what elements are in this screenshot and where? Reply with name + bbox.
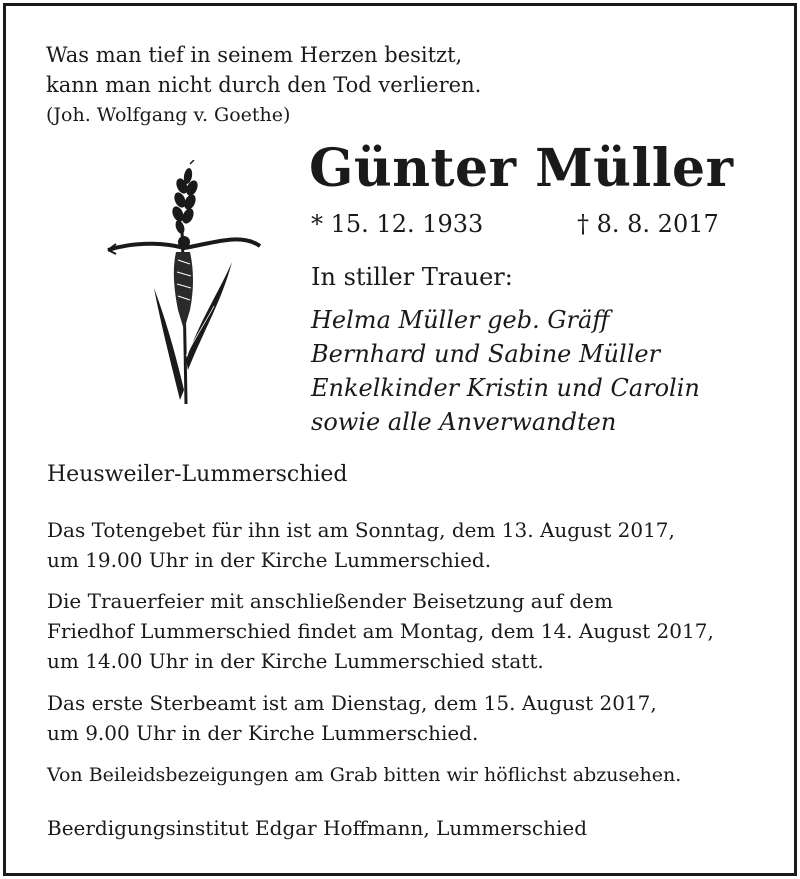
quote-line-1: Was man tief in seinem Herzen besitzt, xyxy=(46,43,463,67)
wheat-cross-icon xyxy=(100,160,270,410)
death-date: † 8. 8. 2017 xyxy=(577,210,719,238)
paragraph-line: Die Trauerfeier mit anschließender Beisetzung auf dem xyxy=(47,589,613,613)
quote-author: (Joh. Wolfgang v. Goethe) xyxy=(46,104,291,126)
deceased-name: Günter Müller xyxy=(309,138,734,199)
requiem-paragraph xyxy=(47,688,657,748)
life-dates xyxy=(311,210,719,238)
mourners-list xyxy=(311,303,700,439)
paragraph-line: Das Totengebet für ihn ist am Sonntag, dem 13. August 2017, xyxy=(47,518,675,542)
mourning-label: In stiller Trauer: xyxy=(311,263,513,291)
mourner-line: Helma Müller geb. Gräff xyxy=(311,306,610,334)
mourner-line: sowie alle Anverwandten xyxy=(311,408,617,436)
funeral-paragraph xyxy=(47,586,714,676)
paragraph-line: Beerdigungsinstitut Edgar Hoffmann, Lummerschied xyxy=(47,816,588,840)
mourner-line: Enkelkinder Kristin und Carolin xyxy=(311,374,700,402)
paragraph-line: um 14.00 Uhr in der Kirche Lummerschied statt. xyxy=(47,649,544,673)
paragraph-line: Von Beileidsbezeigungen am Grab bitten wir höflichst abzusehen. xyxy=(47,764,682,786)
birth-date: * 15. 12. 1933 xyxy=(311,210,484,238)
goethe-quote xyxy=(46,40,481,130)
paragraph-line: Das erste Sterbeamt ist am Dienstag, dem 15. August 2017, xyxy=(47,691,657,715)
paragraph-line: um 19.00 Uhr in der Kirche Lummerschied. xyxy=(47,548,492,572)
quote-line-2: kann man nicht durch den Tod verlieren. xyxy=(46,73,482,97)
undertaker-line xyxy=(47,813,587,843)
prayer-paragraph xyxy=(47,515,675,575)
mourner-line: Bernhard und Sabine Müller xyxy=(311,340,661,368)
place-name: Heusweiler-Lummerschied xyxy=(47,462,348,487)
condolences-note xyxy=(47,760,681,790)
paragraph-line: um 9.00 Uhr in der Kirche Lummerschied. xyxy=(47,721,479,745)
paragraph-line: Friedhof Lummerschied findet am Montag, dem 14. August 2017, xyxy=(47,619,714,643)
